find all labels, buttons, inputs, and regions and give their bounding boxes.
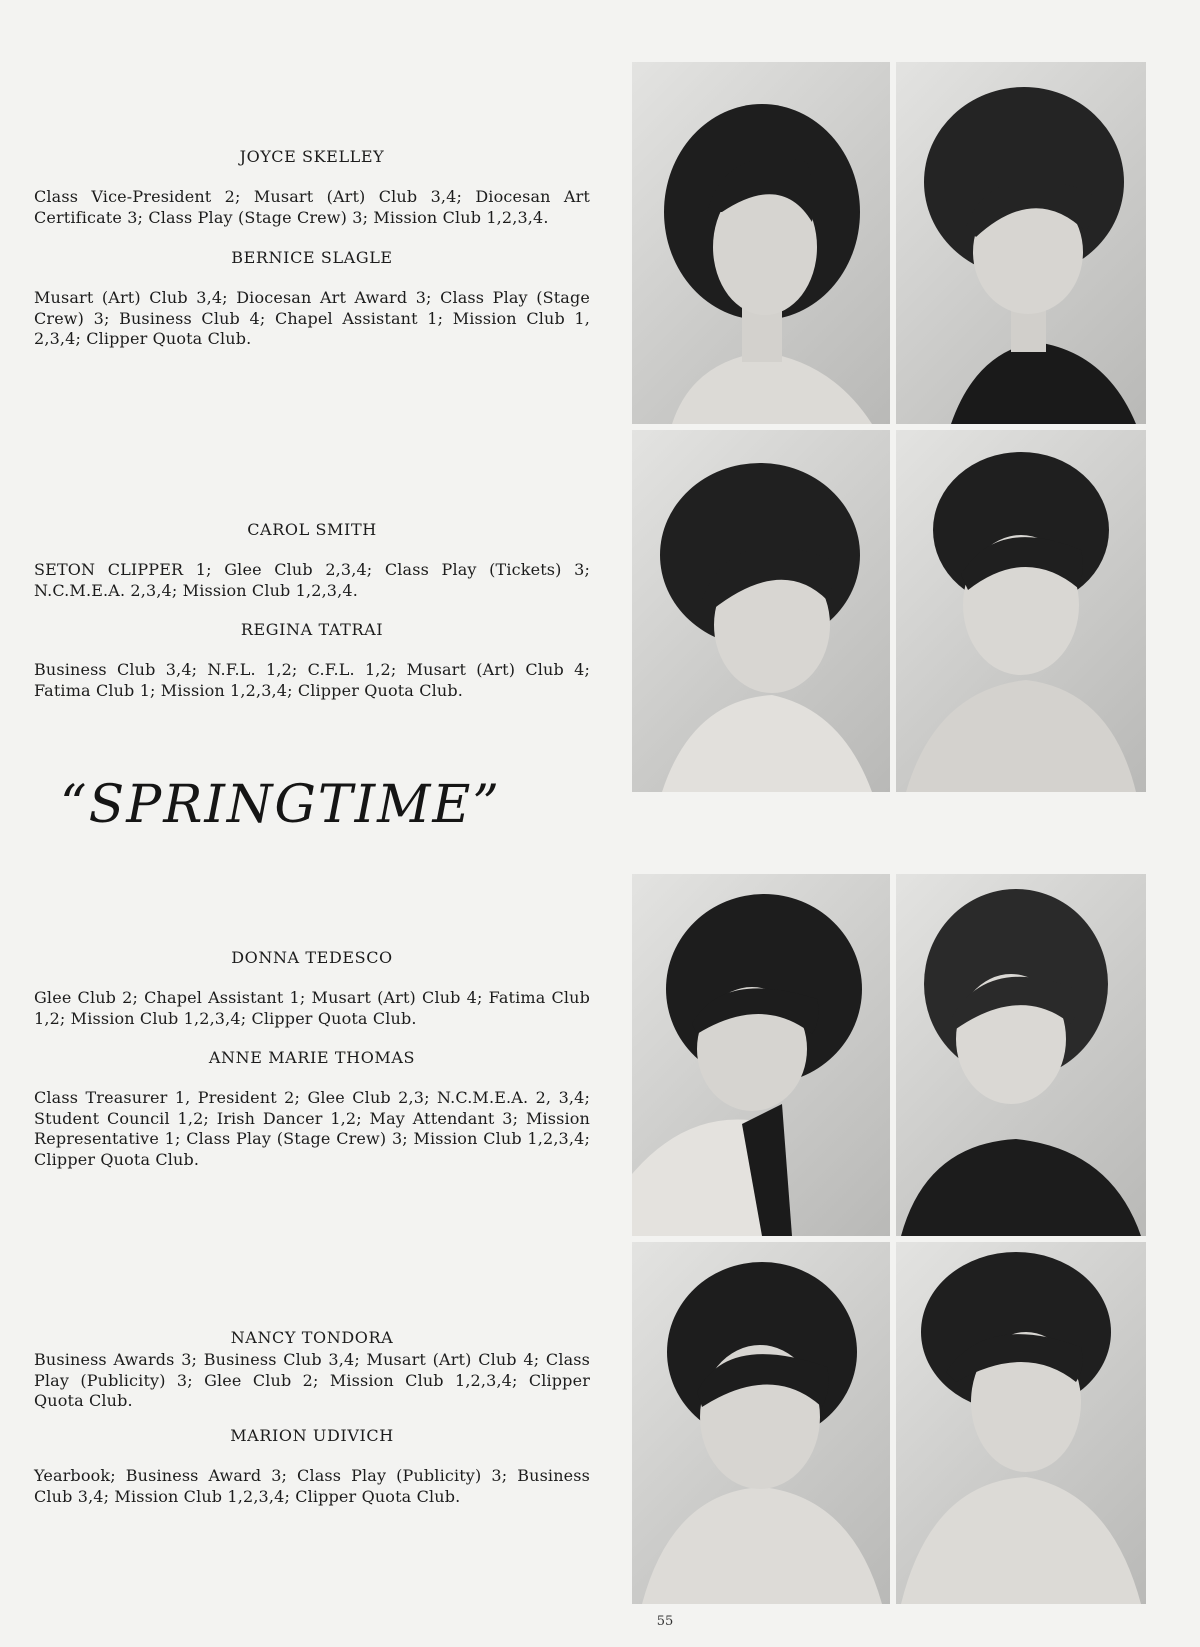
bio-anne-marie-thomas	[34, 1048, 590, 1170]
student-activities: Class Treasurer 1, President 2; Glee Club 2,3; N.C.M.E.A. 2, 3,4; Student Council 1,2; Irish Dancer 1,2; May Attendant 3; Mission Representative 1; Class Play (Stage Crew) 3; Mission Club 1,2,3,4; Clipper Quota Club.	[34, 1088, 590, 1169]
student-name: REGINA TATRAI	[240, 620, 384, 639]
bio-joyce-skelley	[34, 147, 590, 228]
bio-marion-udivich	[34, 1426, 590, 1507]
student-name: CAROL SMITH	[247, 520, 377, 539]
bio-carol-smith	[34, 520, 590, 601]
student-activities: Business Club 3,4; N.F.L. 1,2; C.F.L. 1,2; Musart (Art) Club 4; Fatima Club 1; Mission 1,2,3,4; Clipper Quota Club.	[34, 660, 590, 700]
student-name: BERNICE SLAGLE	[231, 248, 393, 267]
portrait-donna-tedesco	[632, 874, 890, 1236]
student-activities: SETON CLIPPER 1; Glee Club 2,3,4; Class Play (Tickets) 3; N.C.M.E.A. 2,3,4; Mission Club 1,2,3,4.	[34, 560, 590, 600]
bio-bernice-slagle	[34, 248, 590, 350]
portrait-joyce-skelley	[632, 62, 890, 424]
bio-donna-tedesco	[34, 948, 590, 1029]
portrait-anne-marie-thomas	[896, 874, 1146, 1236]
student-activities: Glee Club 2; Chapel Assistant 1; Musart (Art) Club 4; Fatima Club 1,2; Mission Club 1,2,3,4; Clipper Quota Club.	[34, 988, 590, 1028]
bio-regina-tatrai	[34, 620, 590, 701]
motto-heading: “SPRINGTIME”	[60, 775, 501, 835]
portrait-nancy-tondora	[632, 1242, 890, 1604]
student-name: NANCY TONDORA	[230, 1328, 394, 1347]
page-number: 55	[656, 1614, 674, 1629]
bio-nancy-tondora	[34, 1328, 590, 1412]
student-activities: Musart (Art) Club 3,4; Diocesan Art Award 3; Class Play (Stage Crew) 3; Business Club 4; Chapel Assistant 1; Mission Club 1, 2,3,4; Clipper Quota Club.	[34, 288, 590, 348]
portrait-carol-smith	[632, 430, 890, 792]
student-activities: Class Vice-President 2; Musart (Art) Club 3,4; Diocesan Art Certificate 3; Class Play (Stage Crew) 3; Mission Club 1,2,3,4.	[34, 187, 590, 227]
student-name: MARION UDIVICH	[230, 1426, 394, 1445]
portrait-bernice-slagle	[896, 62, 1146, 424]
student-name: JOYCE SKELLEY	[239, 147, 385, 166]
student-activities: Yearbook; Business Award 3; Class Play (Publicity) 3; Business Club 3,4; Mission Club 1,2,3,4; Clipper Quota Club.	[34, 1466, 590, 1506]
student-name: ANNE MARIE THOMAS	[208, 1048, 416, 1067]
student-activities: Business Awards 3; Business Club 3,4; Musart (Art) Club 4; Class Play (Publicity) 3; Glee Club 2; Mission Club 1,2,3,4; Clipper Quota Club.	[34, 1350, 590, 1410]
student-name: DONNA TEDESCO	[231, 948, 393, 967]
portrait-marion-udivich	[896, 1242, 1146, 1604]
portrait-regina-tatrai	[896, 430, 1146, 792]
